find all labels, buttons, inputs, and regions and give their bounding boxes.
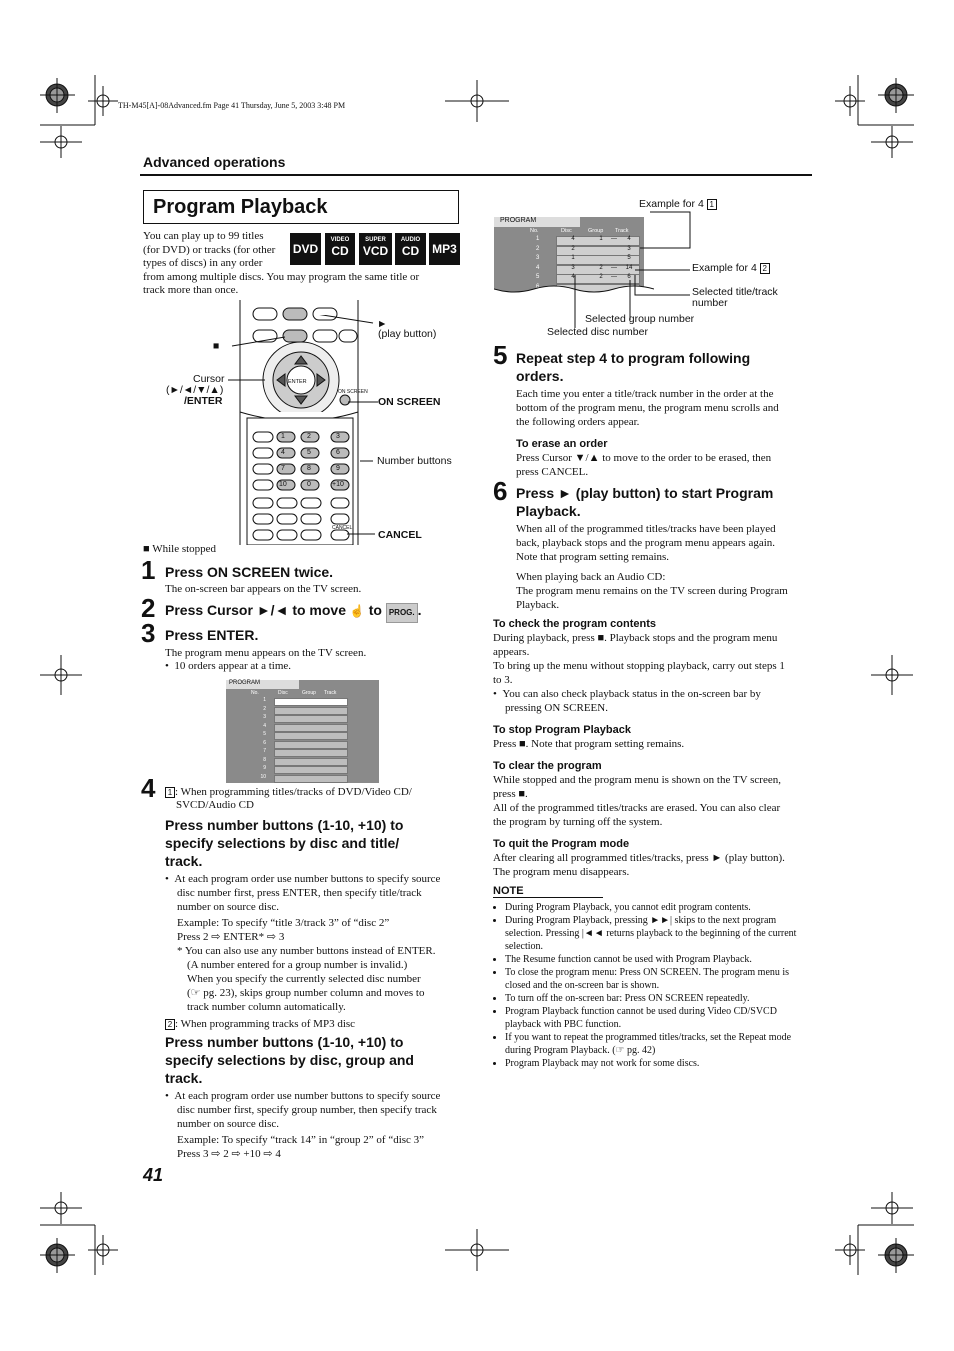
step-number: 4 [141, 773, 156, 803]
body-line: To bring up the menu without stopping playback, carry out steps 1 [493, 660, 785, 672]
section-title: Advanced operations [143, 154, 286, 170]
enter-label: /ENTER [184, 395, 223, 407]
menu-row-disc: 2 [571, 245, 575, 252]
note-section [493, 885, 811, 1070]
remote-leader-lines [140, 315, 380, 545]
program-menu-small [226, 680, 379, 783]
menu-row-number: 10 [260, 773, 266, 780]
check-section: To check the program contents During playback, press ■. Playback stops and the program menu appears. To bring up the menu without stopping playback, carry out steps 1 to 3. • You can also check playback status in the on-screen bar by pressing ON SCREEN. To stop Program Playback Press ■. Note that program setting remains. To clear the program While stopped and the program menu is shown on the TV screen, press ■. All of the programmed titles/tracks are erased. You can also clear the program by turning off the system. To quit the Program mode After clearing all programmed titles/tracks, press ► (play button). The program menu disappears. [493, 617, 813, 879]
intro-line: from among multiple discs. You may program the same title or [143, 270, 420, 283]
step2-title-to: to [368, 602, 382, 618]
body-line: After clearing all programmed titles/tracks, press ► (play button). [493, 852, 785, 864]
menu-row-track: 5 [627, 255, 631, 261]
note-list [493, 901, 811, 1070]
step2-tail: . [417, 602, 422, 618]
menu-row-number: 4 [263, 722, 266, 729]
menu-row-cells [274, 707, 348, 715]
bullet-text: number on source disc. [177, 901, 280, 913]
col-track: Track [324, 690, 337, 696]
menu-row-track: 14 [625, 264, 633, 271]
number-key: 0 [307, 481, 311, 488]
cancel-key-text: CANCEL [332, 525, 353, 531]
menu-row-disc: 4 [571, 274, 575, 280]
body-line: While stopped and the program menu is shown on the TV screen, [493, 774, 781, 786]
menu-row-number: 7 [263, 748, 266, 754]
file-header: TH-M45[A]-08Advanced.fm Page 41 Thursday, June 5, 2003 3:48 PM [118, 101, 346, 110]
step4-bullet2: • At each program order use number buttons to specify source disc number first, specify group number, then specify track number on source disc. Example: To specify “track 14” in “group 2” of “disc 3” Press 3 ⇨ 2 ⇨ +10 ⇨ 4 [165, 1089, 465, 1161]
onscreen-label: ON SCREEN [378, 396, 441, 408]
heading-line: orders. [516, 368, 564, 384]
bullet-text: number on source disc. [177, 1118, 280, 1130]
heading-line: Playback. [516, 503, 581, 519]
step2-title [165, 601, 422, 623]
body-line: the program by turning off the system. [493, 816, 663, 828]
callout-box: 2 [760, 263, 770, 274]
check-heading: To check the program contents [493, 618, 656, 630]
number-key: 4 [281, 449, 285, 456]
note-title: NOTE [493, 885, 603, 898]
callout-text: Example for 4 [692, 262, 757, 274]
intro-line: types of discs) in any order [143, 257, 263, 269]
menu-row-group: 2 [599, 264, 603, 271]
footnote-text: (A number entered for a group number is invalid.) [187, 959, 408, 971]
bullet-text: disc number first, press ENTER, then specify title/track [177, 887, 422, 899]
body-line: Press ■. Note that program setting remains. [493, 738, 685, 750]
bullet-text: At each program order use number buttons to specify source [174, 873, 441, 885]
note-item: • Program Playback may not work for some discs. [505, 1057, 811, 1070]
play-symbol-label: ► [377, 318, 388, 330]
body-line: When playing back an Audio CD: [516, 571, 666, 583]
callout-group: Selected group number [585, 313, 695, 325]
number-key: 7 [281, 465, 285, 472]
menu-row-cells [274, 741, 348, 749]
body-line: The program menu disappears. [493, 866, 630, 878]
body-line: press CANCEL. [516, 466, 589, 478]
menu-row-cells [274, 715, 348, 723]
step1-desc: The on-screen bar appears on the TV screen. [165, 583, 362, 595]
note-item: • The Resume function cannot be used with Program Playback. [505, 953, 811, 966]
step4-case1 [165, 786, 455, 812]
body-line: During playback, press ■. Playback stops and the program menu [493, 632, 778, 644]
note-item: • During Program Playback, pressing ►►| skips to the next program selection. Pressing |◄◄ returns playback to the beginning of the current selection. [505, 914, 811, 953]
step6-title [516, 484, 816, 520]
body-line: When all of the programmed titles/tracks have been played [516, 523, 776, 535]
body-line: Press Cursor ▼/▲ to move to the order to be erased, then [516, 452, 772, 464]
step-number: 6 [493, 476, 508, 506]
number-key: 3 [336, 433, 340, 440]
step-number: 3 [141, 618, 156, 648]
menu-row-group: 2 [599, 274, 603, 280]
number-key: 10 [279, 481, 287, 488]
step4-heading2 [165, 1033, 455, 1087]
example-text: Press 3 ⇨ 2 ⇨ +10 ⇨ 4 [177, 1148, 281, 1160]
case2-text: : When programming tracks of MP3 disc [175, 1018, 356, 1030]
heading-line: Repeat step 4 to program following [516, 350, 751, 366]
menu-row-number: 5 [263, 731, 266, 737]
callout-text: number [692, 297, 728, 309]
col-track: Track [615, 228, 629, 234]
col-no: No. [530, 228, 539, 234]
note-item: • If you want to repeat the programmed titles/tracks, set the Repeat mode during Program Playback. (☞ pg. 42) [505, 1031, 811, 1057]
menu-row-track: 4 [627, 236, 631, 242]
menu-row-number: 5 [536, 274, 540, 280]
case-box-1: 1 [165, 787, 175, 798]
step4-heading1 [165, 816, 455, 870]
prog-indicator: PROG. [386, 603, 418, 623]
number-key: 8 [307, 465, 311, 472]
badge-audio-cd: AUDIO CD [395, 233, 426, 265]
footnote-text: When you specify the currently selected disc number [187, 973, 421, 985]
col-group: Group [588, 228, 604, 234]
menu-row-number: 9 [263, 765, 266, 771]
number-key: 6 [336, 449, 340, 456]
menu-row-cells [274, 724, 348, 732]
callout-example-2 [692, 262, 770, 274]
callout-disc: Selected disc number [547, 326, 648, 338]
footnote-text: track number column automatically. [187, 1001, 346, 1013]
menu-row-number: 1 [536, 236, 540, 242]
erase-heading: To erase an order [516, 438, 608, 450]
menu-row-cells [274, 766, 348, 774]
menu-row-number: 3 [536, 255, 540, 261]
heading-line: Press number buttons (1-10, +10) to [165, 817, 404, 833]
step-number: 5 [493, 340, 508, 370]
menu-row-group: 1 [599, 236, 603, 242]
badge-super-vcd: SUPER VCD [359, 233, 392, 265]
menu-row-number: 3 [263, 714, 266, 720]
clear-heading: To clear the program [493, 760, 602, 772]
menu-row-cells [274, 775, 348, 783]
step3-title: Press ENTER. [165, 627, 259, 643]
body-line: back, playback stops and the program menu appears again. [516, 537, 776, 549]
step3-bullet-text: 10 orders appear at a time. [174, 660, 292, 672]
heading-line: specify selections by disc, group and [165, 1052, 414, 1068]
step5-body [516, 387, 816, 479]
onscreen-key-text: ON SCREEN [338, 389, 368, 395]
menu-row-disc: 3 [571, 264, 575, 271]
menu-row-number: 6 [536, 283, 540, 290]
badge-dvd: DVD [290, 233, 321, 265]
cancel-label: CANCEL [378, 529, 422, 541]
menu-row-number: 2 [263, 705, 266, 712]
col-disc: Disc [278, 690, 288, 696]
body-line: bottom of the program menu, the program menu scrolls and [516, 402, 779, 414]
badge-video-cd: VIDEO CD [325, 233, 355, 265]
step4-bullet1: • At each program order use number buttons to specify source disc number first, press ENTER, then specify title/track number on source disc. Example: To specify “title 3/track 3” of “disc 2” Press 2 ⇨ ENTER* ⇨ 3 * You can also use any number buttons instead of ENTER. (A number entered for a group number is invalid.) When you specify the currently selected disc number (☞ pg. 23), skips group number column and moves to track number column automatically. [165, 872, 465, 1014]
body-line: the following orders appear. [516, 416, 640, 428]
intro-line: You can play up to 99 titles [143, 230, 264, 242]
intro-line: (for DVD) or tracks (for other [143, 243, 276, 256]
menu-row-cells [274, 758, 348, 766]
heading-line: track. [165, 1070, 203, 1086]
menu-row-disc: 4 [571, 236, 575, 242]
case-box-2: 2 [165, 1019, 175, 1030]
step6-body [516, 522, 816, 612]
page-title: Program Playback [153, 196, 328, 218]
intro-line: track more than once. [143, 284, 239, 296]
note-item: • Program Playback function cannot be used during Video CD/SVCD playback with PBC function. [505, 1005, 811, 1031]
callout-box: 1 [707, 199, 717, 210]
body-line: All of the programmed titles/tracks are erased. You can also clear [493, 802, 781, 814]
quit-heading: To quit the Program mode [493, 838, 630, 850]
body-line: Each time you enter a title/track number in the order at the [516, 388, 774, 400]
case1-text: : When programming titles/tracks of DVD/Video CD/ [175, 786, 412, 798]
menu-row-cells [274, 749, 348, 757]
menu-row-number: 8 [263, 756, 266, 763]
heading-line: Press ► (play button) to start Program [516, 485, 774, 501]
body-line: Note that program setting remains. [516, 551, 670, 563]
step-number: 1 [141, 555, 156, 585]
heading-line: specify selections by disc and title/ [165, 835, 400, 851]
page-number: 41 [143, 1165, 164, 1185]
menu-row-dash: — [611, 236, 617, 242]
bullet-text: At each program order use number buttons to specify source [174, 1090, 441, 1102]
number-key: 9 [336, 465, 340, 472]
example-text: Press 2 ⇨ ENTER* ⇨ 3 [177, 931, 285, 943]
case1-text-2: SVCD/Audio CD [176, 799, 254, 811]
stop-symbol-label: ■ [213, 340, 220, 352]
menu-row-number: 4 [536, 264, 540, 271]
bullet-text: You can also check playback status in the on-screen bar by [502, 688, 761, 700]
svg-text:ENTER: ENTER [288, 379, 307, 385]
menu-row-number: 6 [263, 739, 266, 746]
number-key: 5 [307, 449, 311, 456]
while-stopped-note: ■ While stopped [143, 543, 217, 555]
col-no: No. [251, 690, 259, 696]
bullet-text: pressing ON SCREEN. [505, 702, 608, 714]
step5-title [516, 349, 806, 385]
footnote-text: (☞ pg. 23), skips group number column and moves to [187, 987, 425, 999]
callout-text: Example for 4 [639, 198, 704, 210]
body-line: The program menu remains on the TV screen during Program [516, 585, 788, 597]
body-line: appears. [493, 646, 530, 658]
example-text: Example: To specify “title 3/track 3” of “disc 2” [177, 917, 390, 929]
col-disc: Disc [561, 228, 572, 234]
callout-title-track [692, 287, 778, 309]
cursor-arrows-label: (►/◄/▼/▲) [166, 384, 224, 396]
step3-bullet: • 10 orders appear at a time. [165, 660, 292, 672]
step4-case2 [165, 1018, 355, 1031]
menu-row-track: 6 [627, 274, 631, 280]
menu-row-dash: — [611, 264, 617, 271]
number-key: 1 [281, 433, 285, 440]
menu-row-cells [274, 698, 348, 706]
step2-title-text: Press Cursor ►/◄ to move [165, 602, 346, 618]
step-number: 2 [141, 593, 156, 623]
body-line: press ■. [493, 788, 528, 800]
menu-row-number: 2 [536, 245, 540, 252]
page-title-box [143, 190, 459, 224]
heading-line: Press number buttons (1-10, +10) to [165, 1034, 404, 1050]
body-line: Playback. [516, 599, 560, 611]
body-line: to 3. [493, 674, 513, 686]
number-buttons-label: Number buttons [377, 455, 452, 467]
number-key: +10 [332, 481, 344, 488]
menu-row-number: 1 [263, 697, 266, 703]
menu-row-track: 3 [627, 245, 631, 252]
callout-example-1 [639, 198, 717, 210]
step1-title: Press ON SCREEN twice. [165, 564, 334, 580]
cursor-label: Cursor [193, 373, 225, 385]
note-item: • To turn off the on-screen bar: Press ON SCREEN repeatedly. [505, 992, 811, 1005]
col-group: Group [302, 690, 316, 696]
callout-text: Selected title/track [692, 286, 778, 298]
program-menu-small-title: PROGRAM [226, 680, 299, 689]
play-button-label: (play button) [378, 328, 437, 340]
section-rule [140, 174, 812, 176]
badge-mp3: MP3 [429, 233, 460, 265]
menu-row-disc: 1 [571, 255, 575, 261]
footnote-text: * You can also use any number buttons instead of ENTER. [177, 945, 436, 957]
program-menu-large-title: PROGRAM [494, 217, 580, 227]
example-text: Example: To specify “track 14” in “group 2” of “disc 3” [177, 1134, 425, 1146]
cursor-arrow-icon: ☝ [349, 604, 365, 618]
stop-heading: To stop Program Playback [493, 724, 631, 736]
note-item: • During Program Playback, you cannot edit program contents. [505, 901, 811, 914]
number-key: 2 [307, 433, 311, 440]
step3-desc: The program menu appears on the TV screen. [165, 647, 367, 659]
menu-row-cells [274, 732, 348, 740]
heading-line: track. [165, 853, 203, 869]
menu-row-dash: — [611, 274, 617, 280]
bullet-text: disc number first, specify group number, then specify track [177, 1104, 437, 1116]
note-item: • To close the program menu: Press ON SCREEN. The program menu is closed and the on-screen bar is shown. [505, 966, 811, 992]
